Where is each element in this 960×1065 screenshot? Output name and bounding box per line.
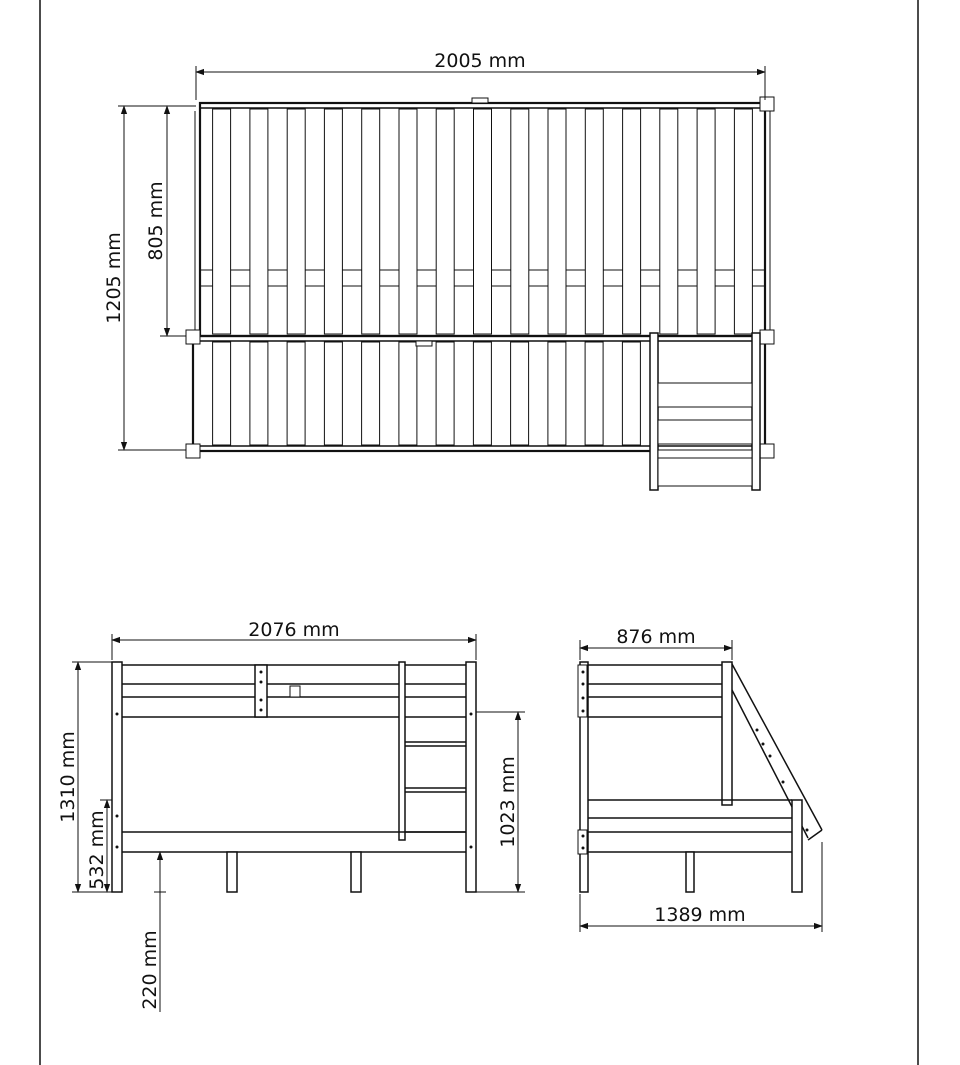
slat [734,109,752,334]
corner-post-bottom-right [760,444,774,458]
top-view-upper-slats [213,109,753,334]
slat [250,342,268,445]
slat [660,109,678,334]
corner-post-bottom-left [186,444,200,458]
slat [362,109,380,334]
side-upper-post [722,662,732,805]
slat [287,109,305,334]
dim-top-width-upper [145,106,196,336]
slat [324,342,342,445]
front-leg-1 [227,852,237,892]
slat [473,342,491,445]
slat [697,109,715,334]
dim-front-upper-height [476,712,525,892]
top-view-lower-slats [213,342,641,445]
front-left-post [112,662,122,892]
dim-front-lower-height [86,800,112,892]
top-view-ladder [650,333,760,490]
top-view [186,97,774,490]
slat [436,109,454,334]
side-ladder [732,664,822,840]
slat [511,109,529,334]
dim-top-width-total [103,106,195,450]
dim-label-side-top-width: 876 mm [616,626,696,648]
dim-top-length [196,50,765,100]
slat [362,342,380,445]
side-lower-right-post [792,800,802,892]
side-view [578,662,822,892]
front-ladder [399,662,466,840]
front-leg-2 [351,852,361,892]
dim-side-bottom-width [580,842,822,932]
dim-label-top-width-total: 1205 mm [103,232,125,324]
corner-post-mid-left [186,330,200,344]
dim-front-leg-clearance [139,852,166,1012]
dim-label-top-width-upper: 805 mm [145,181,167,261]
corner-post-top-right [760,97,774,111]
slat [399,109,417,334]
slat [250,109,268,334]
slat [287,342,305,445]
dim-label-front-leg-clearance: 220 mm [139,930,161,1010]
slat [548,342,566,445]
slat [213,342,231,445]
corner-post-mid-right [760,330,774,344]
side-leg [686,852,694,892]
slat [585,342,603,445]
slat [548,109,566,334]
dim-label-front-upper-height: 1023 mm [497,756,519,848]
slat [399,342,417,445]
dim-side-top-width [580,626,732,660]
dim-label-side-bottom-width: 1389 mm [654,904,746,926]
dim-label-front-lower-height: 532 mm [86,810,108,890]
dim-label-front-height: 1310 mm [57,731,79,823]
slat [623,109,641,334]
dim-front-length [112,619,476,660]
slat [622,342,640,445]
slat [436,342,454,445]
slat [213,109,231,334]
dim-label-top-length: 2005 mm [434,50,526,72]
slat [511,342,529,445]
front-view [112,662,476,892]
front-right-post [466,662,476,892]
slat [324,109,342,334]
slat [585,109,603,334]
slat [474,109,492,334]
dim-label-front-length: 2076 mm [248,619,340,641]
